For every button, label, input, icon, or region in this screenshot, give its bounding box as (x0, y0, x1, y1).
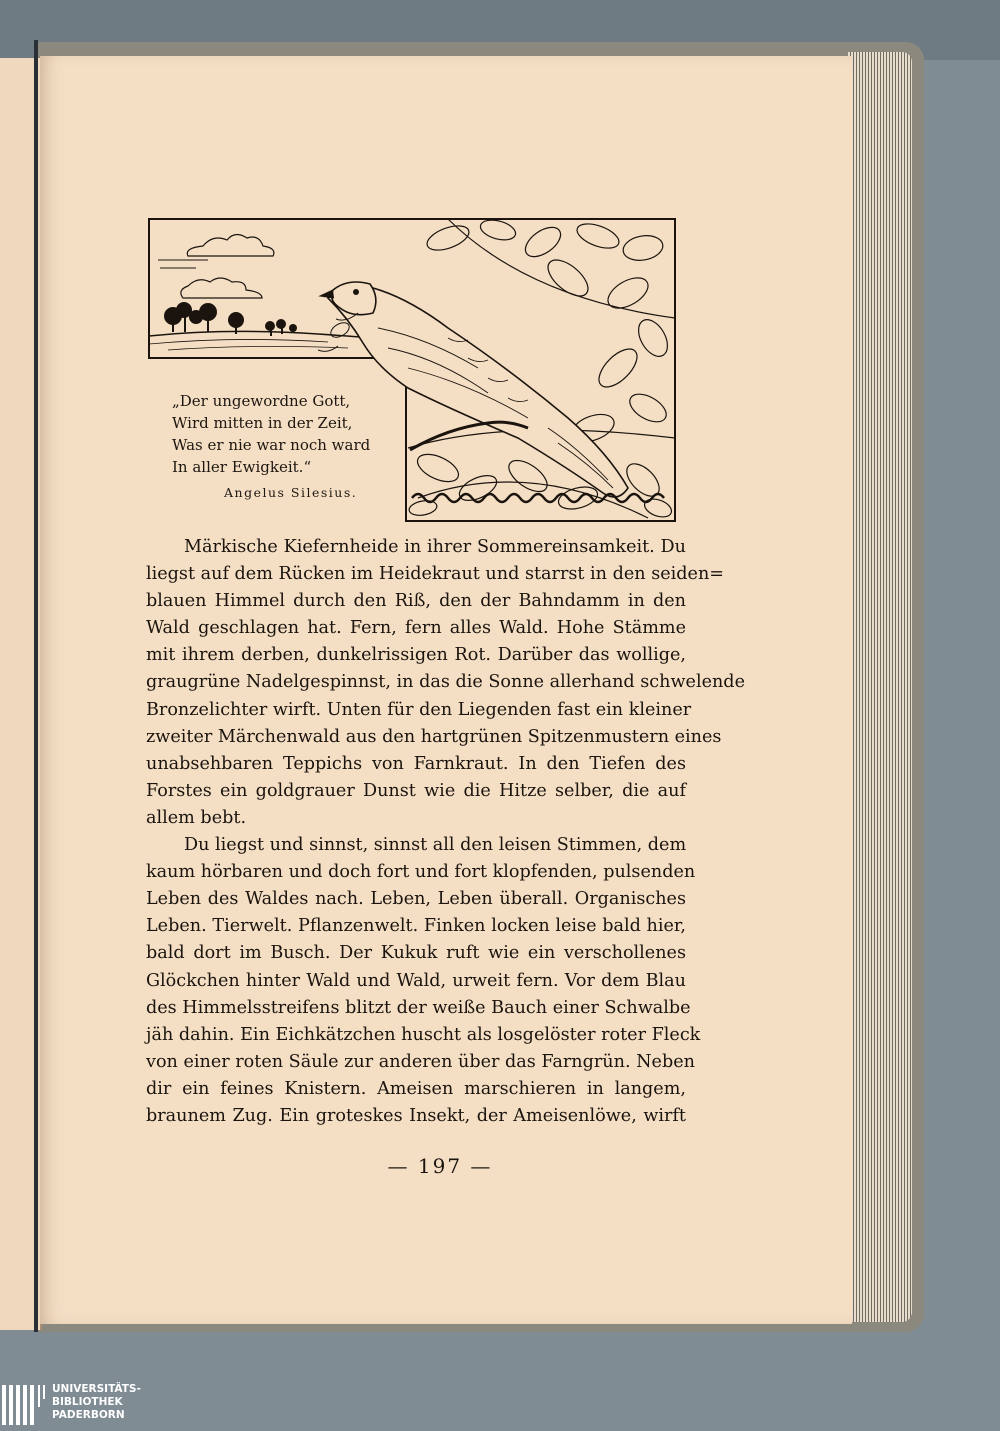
text-line: bald dort im Busch. Der Kukuk ruft wie ein verschollenes (146, 943, 686, 964)
library-name-line: UNIVERSITÄTS- (52, 1383, 141, 1395)
epigraph-line: In aller Ewigkeit.“ (172, 458, 312, 476)
text-line: des Himmelsstreifens blitzt der weiße Bauch einer Schwalbe (146, 997, 691, 1018)
text-line: von einer roten Säule zur anderen über das Farngrün. Neben (146, 1051, 695, 1072)
text-line: braunem Zug. Ein groteskes Insekt, der Ameisenlöwe, wirft (146, 1105, 686, 1126)
text-line: liegst auf dem Rücken im Heidekraut und starrst in den seiden= (146, 564, 725, 585)
text-line: Forstes ein goldgrauer Dunst wie die Hitze selber, die auf (146, 780, 686, 801)
text-line: Du liegst und sinnst, sinnst all den leisen Stimmen, dem (184, 835, 687, 856)
text-line: Märkische Kiefernheide in ihrer Sommereinsamkeit. Du (184, 537, 686, 557)
text-line: graugrüne Nadelgespinnst, in das die Sonne allerhand schwelende (146, 672, 745, 693)
epigraph-line: „Der ungewordne Gott, (172, 392, 351, 410)
library-name-line: PADERBORN (52, 1409, 125, 1421)
book-page (40, 56, 852, 1324)
epigraph (172, 390, 412, 504)
page-number: — 197 — (387, 1154, 493, 1178)
library-logo-icon (0, 1383, 48, 1427)
text-line: allem bebt. (146, 807, 247, 828)
page-edges (848, 52, 912, 1322)
text-line: blauen Himmel durch den Riß, den der Bahndamm in den (146, 591, 686, 612)
text-line: Bronzelichter wirft. Unten für den Liegenden fast ein kleiner (146, 699, 692, 720)
epigraph-author: Angelus Silesius. (224, 485, 358, 500)
text-line: kaum hörbaren und doch fort und fort klopfenden, pulsenden (146, 862, 696, 883)
library-name-line: BIBLIOTHEK (52, 1396, 123, 1408)
text-line: Leben des Waldes nach. Leben, Leben überall. Organisches (146, 889, 686, 910)
text-line: zweiter Märchenwald aus den hartgrünen Spitzenmustern eines (146, 726, 722, 747)
text-line: Leben. Tierwelt. Pflanzenwelt. Finken locken leise bald hier, (146, 916, 686, 937)
epigraph-line: Wird mitten in der Zeit, (172, 414, 353, 432)
text-line: Glöckchen hinter Wald und Wald, urweit fern. Vor dem Blau (146, 970, 686, 991)
body-text (146, 534, 745, 1130)
text-line: jäh dahin. Ein Eichkätzchen huscht als losgelöster roter Fleck (146, 1024, 701, 1045)
ornamental-border (410, 489, 672, 503)
text-line: mit ihrem derben, dunkelrissigen Rot. Darüber das wollige, (146, 645, 686, 666)
epigraph-line: Was er nie war noch ward (172, 436, 371, 454)
library-name (52, 1383, 252, 1422)
book-spine (34, 40, 38, 1332)
text-line: Wald geschlagen hat. Fern, fern alles Wald. Hohe Stämme (146, 618, 686, 639)
text-line: unabsehbaren Teppichs von Farnkraut. In den Tiefen des (146, 753, 686, 774)
text-line: dir ein feines Knistern. Ameisen marschieren in langem, (146, 1078, 686, 1099)
